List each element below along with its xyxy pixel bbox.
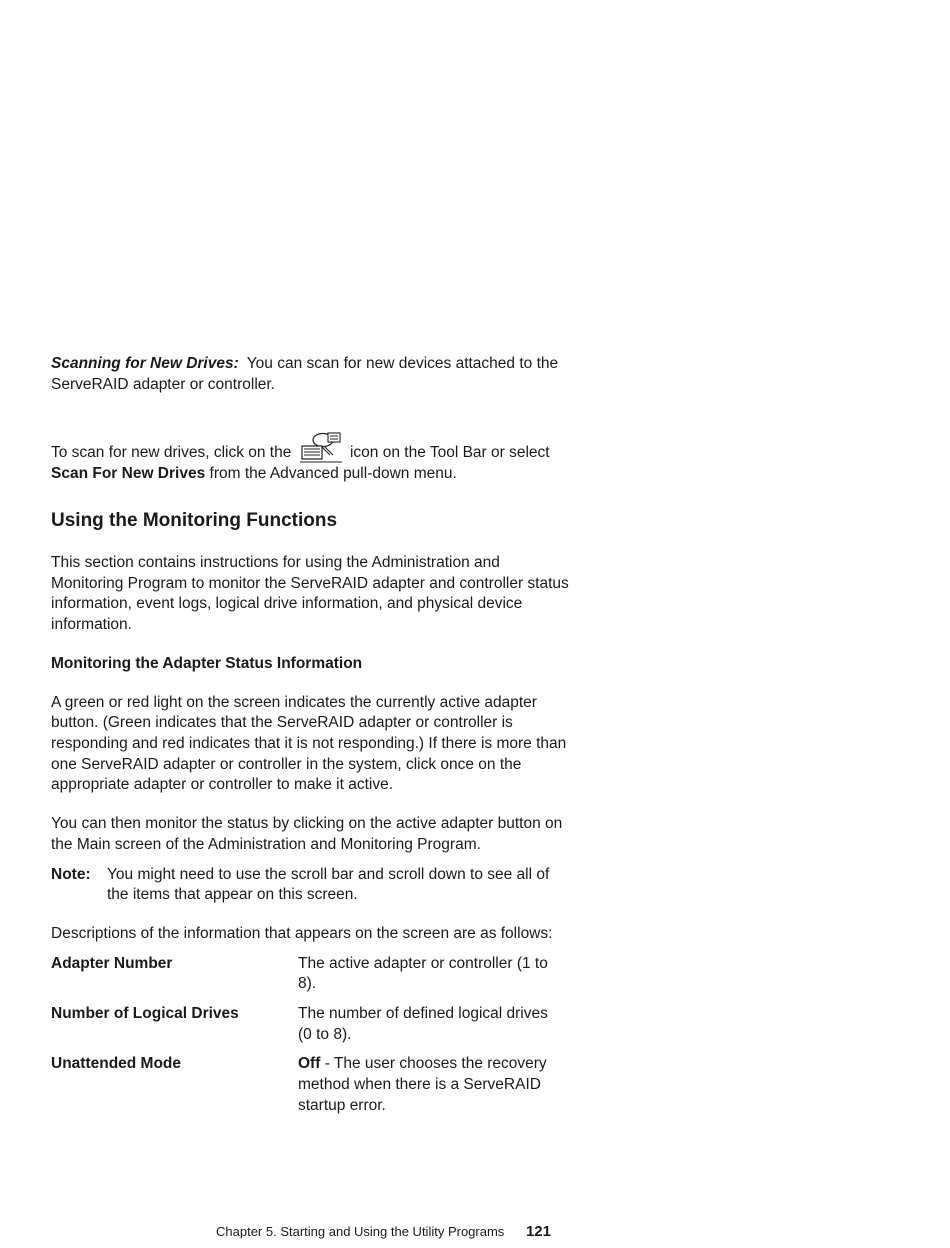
note-block	[51, 865, 571, 906]
scan-menu-item-name: Scan For New Drives	[51, 465, 206, 483]
definition-term: Number of Logical Drives	[51, 1005, 239, 1023]
monitor-status-paragraph: You can then monitor the status by clicking on the active adapter button on the Main screen of the Administration and Monitoring Program.	[51, 815, 563, 853]
note-text: You might need to use the scroll bar and scroll down to see all of the items that appear on this screen.	[107, 865, 550, 904]
definition-row	[51, 1054, 571, 1116]
definition-list	[51, 954, 571, 1117]
scanning-text: You can scan for new devices attached to the ServeRAID adapter or controller.	[51, 355, 559, 393]
scan-steps-paragraph	[51, 431, 571, 484]
note-label: Note:	[51, 865, 91, 883]
scanning-paragraph	[51, 354, 571, 395]
page-number: 121	[525, 1223, 551, 1240]
page-footer	[216, 1222, 576, 1242]
definition-row	[51, 954, 571, 995]
definition-text: The number of defined logical drives (0 to 8).	[298, 1005, 548, 1043]
scan-steps-before: To scan for new drives, click on the	[51, 444, 292, 462]
definition-value-off: Off	[298, 1055, 321, 1073]
section-intro: This section contains instructions for using the Administration and Monitoring Program to monitor the ServeRAID adapter and controller status information, event logs, logical drive information, and physical device information.	[51, 553, 569, 633]
section-title: Using the Monitoring Functions	[51, 509, 338, 531]
definition-term: Unattended Mode	[51, 1055, 182, 1073]
chapter-title: Chapter 5. Starting and Using the Utility Programs	[216, 1224, 505, 1239]
definition-row	[51, 1004, 571, 1045]
definition-description	[298, 1054, 556, 1116]
definition-description	[298, 954, 556, 995]
scan-steps-middle: icon on the Tool Bar or select	[349, 444, 550, 462]
status-light-paragraph: A green or red light on the screen indicates the currently active adapter button. (Green indicates that the ServeRAID adapter or controller is responding and red indicates that it is not responding.) If there is more than one ServeRAID adapter or controller in the system, click once on the appropriate adapter or controller to make it active.	[51, 693, 567, 794]
definition-description	[298, 1004, 556, 1045]
definition-text: The active adapter or controller (1 to 8).	[298, 954, 548, 993]
scan-drives-icon	[300, 431, 342, 463]
subsection-title: Monitoring the Adapter Status Information	[51, 654, 363, 672]
scanning-lead: Scanning for New Drives:	[51, 355, 239, 372]
definition-text: - The user chooses the recovery method when there is a ServeRAID startup error.	[298, 1055, 547, 1114]
definition-term: Adapter Number	[51, 954, 173, 972]
page-content	[51, 354, 571, 1126]
scan-steps-after: from the Advanced pull-down menu.	[209, 465, 457, 483]
descriptions-intro: Descriptions of the information that appears on the screen are as follows:	[51, 924, 553, 942]
